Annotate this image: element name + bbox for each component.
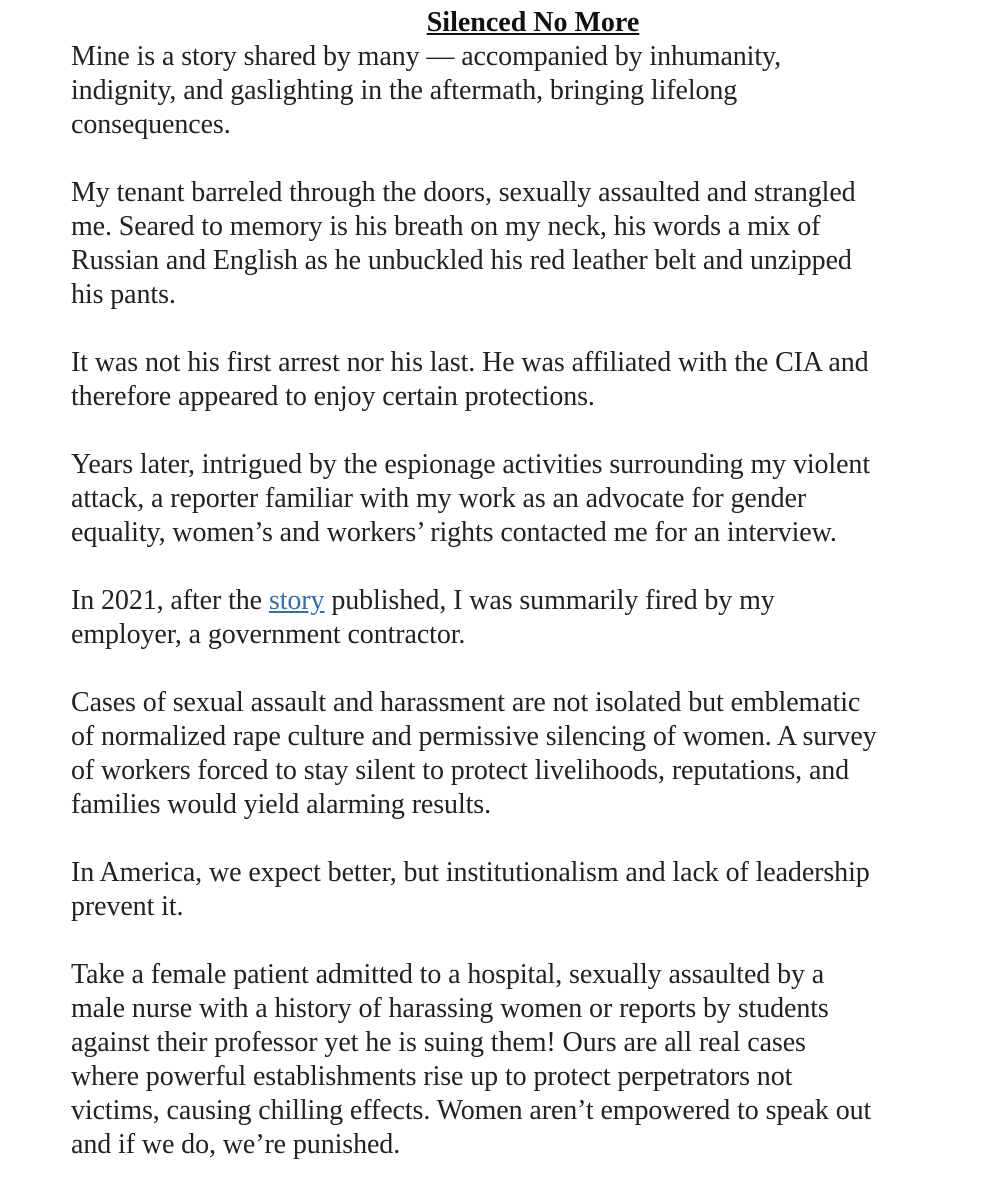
paragraph-2: My tenant barreled through the doors, sexually assaulted and strangled me. Seared to memory is his breath on my neck, his words a mix of Russian and English as he unbuckled his red leather belt and unzipped his pants.	[71, 177, 856, 310]
paragraph-8: Take a female patient admitted to a hospital, sexually assaulted by a male nurse with a history of harassing women or reports by students against their professor yet he is suing them! Ours are all real cases where powerful establishments rise up to protect perpetrators not victims, causing chilling effects. Women aren’t empowered to speak out and if we do, we’re punished.	[71, 959, 872, 1160]
paragraph-5	[71, 584, 987, 652]
document-title: Silenced No More	[426, 7, 640, 38]
paragraph-6: Cases of sexual assault and harassment are not isolated but emblematic of normalized rape culture and permissive silencing of women. A survey of workers forced to stay silent to protect livelihoods, reputations, and families would yield alarming results.	[71, 687, 877, 820]
paragraph-7: In America, we expect better, but institutionalism and lack of leadership prevent it.	[71, 857, 870, 922]
story-link[interactable]: story	[268, 585, 325, 616]
paragraph-5-before-link: In 2021, after the	[71, 585, 269, 616]
paragraph-1: Mine is a story shared by many — accompanied by inhumanity, indignity, and gaslighting in the aftermath, bringing lifelong consequences.	[71, 41, 782, 140]
paragraph-3: It was not his first arrest nor his last. He was affiliated with the CIA and therefore appeared to enjoy certain protections.	[71, 347, 869, 412]
paragraph-5-after-link: published, I was summarily fired by my employer, a government contractor.	[71, 585, 775, 650]
paragraph-4: Years later, intrigued by the espionage activities surrounding my violent attack, a reporter familiar with my work as an advocate for gender equality, women’s and workers’ rights contacted me for an interview.	[71, 449, 871, 548]
